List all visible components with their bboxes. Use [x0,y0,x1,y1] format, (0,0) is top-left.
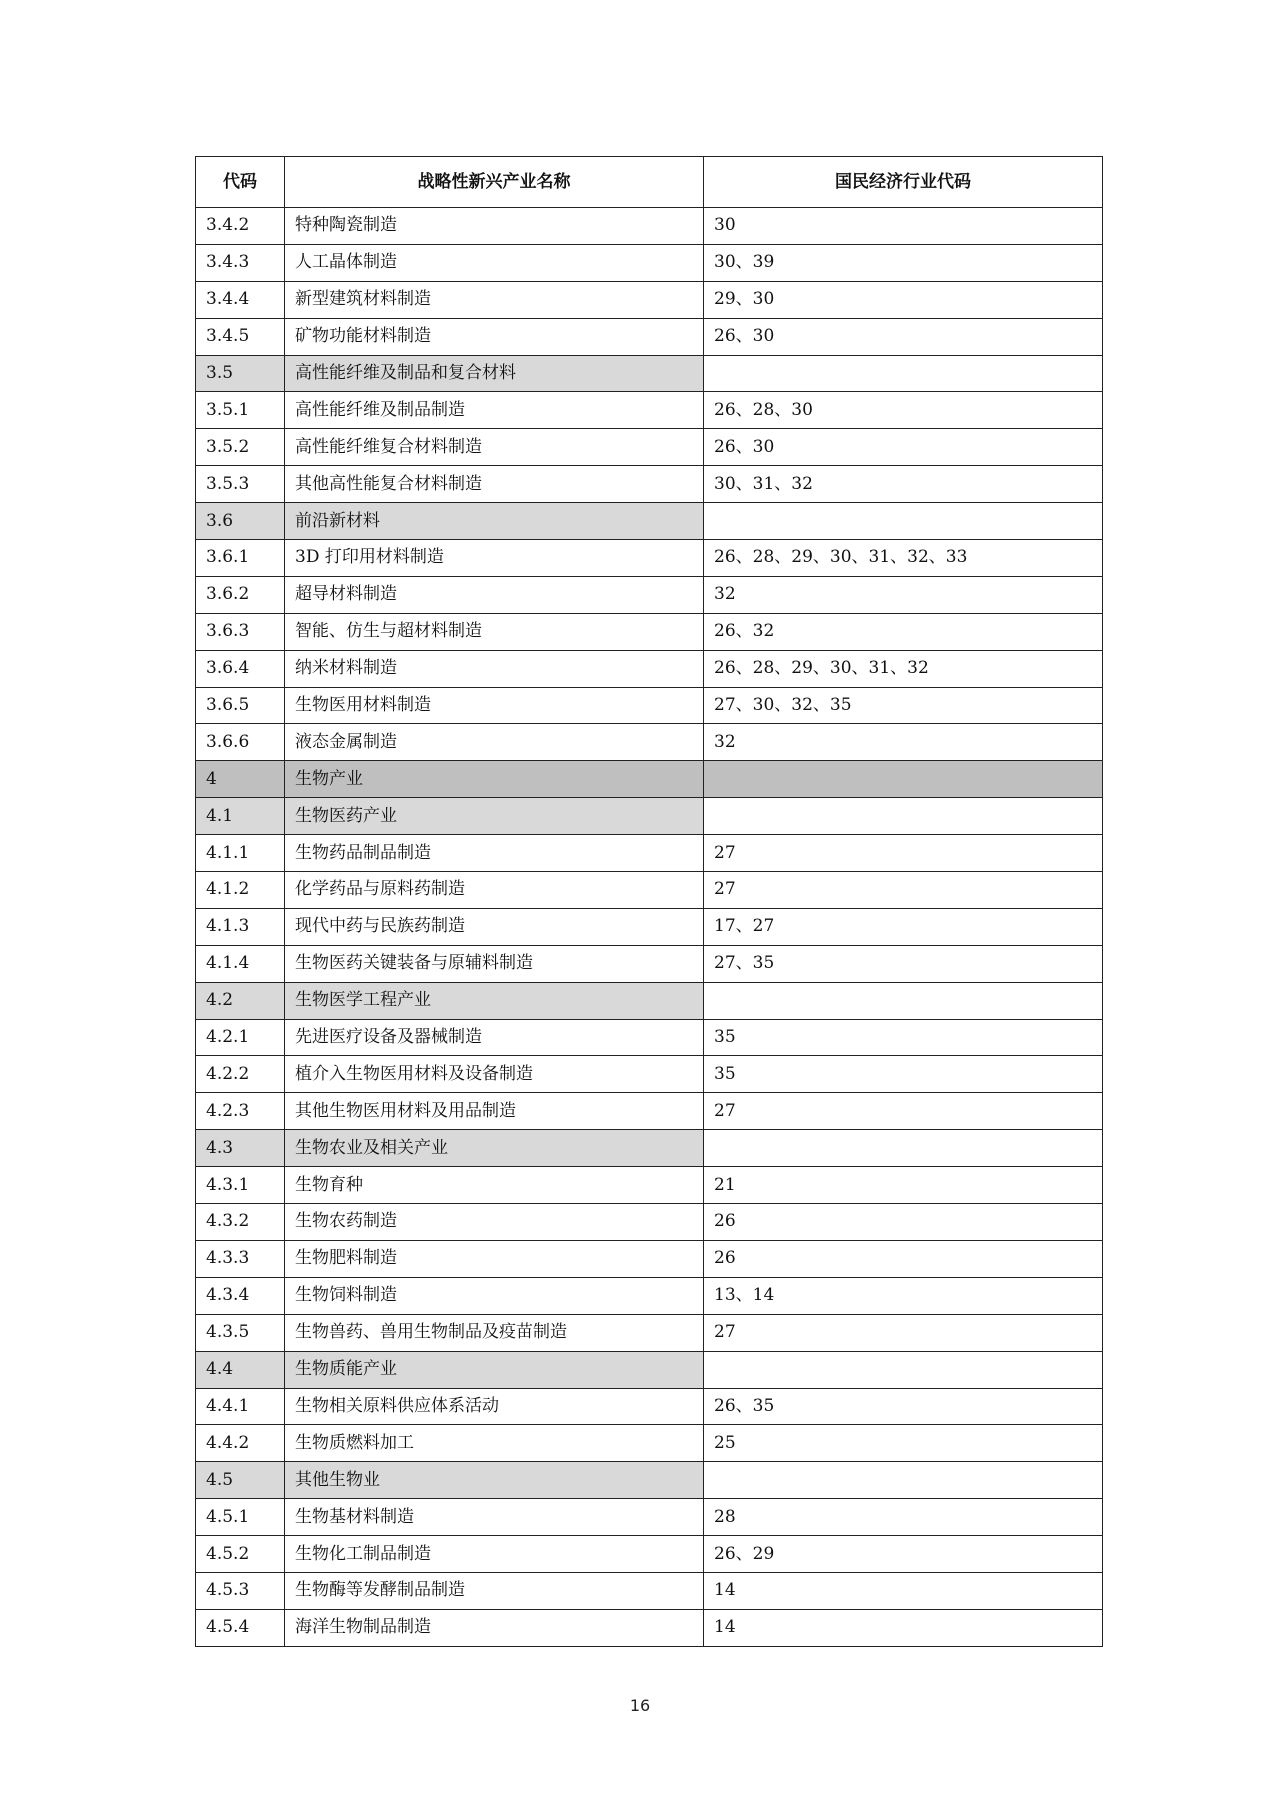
table-row [196,1536,1103,1573]
table-row [196,1204,1103,1241]
row-industry-code-cell: 26 [704,1204,1103,1241]
row-name-cell: 其他生物医用材料及用品制造 [285,1093,704,1130]
row-name-cell: 生物基材料制造 [285,1499,704,1536]
row-code-cell: 4.1.2 [196,872,285,909]
row-industry-code-cell [704,1351,1103,1388]
table-row [196,1314,1103,1351]
row-code-cell: 3.5 [196,355,285,392]
row-industry-code-cell: 32 [704,576,1103,613]
row-industry-code-cell: 26、29 [704,1536,1103,1573]
row-name-cell: 生物化工制品制造 [285,1536,704,1573]
row-code-cell: 4.3.2 [196,1204,285,1241]
row-industry-code-cell: 14 [704,1609,1103,1646]
row-industry-code-cell: 27、30、32、35 [704,687,1103,724]
row-industry-code-cell: 14 [704,1572,1103,1609]
table-row [196,429,1103,466]
row-code-cell: 4.2 [196,982,285,1019]
page-number: 16 [629,1696,651,1715]
table-row [196,835,1103,872]
row-code-cell: 3.6.4 [196,650,285,687]
row-name-cell: 植介入生物医用材料及设备制造 [285,1056,704,1093]
table-row [196,281,1103,318]
header-industry-name: 战略性新兴产业名称 [285,157,704,208]
row-industry-code-cell [704,355,1103,392]
header-code: 代码 [196,157,285,208]
table-row [196,1499,1103,1536]
row-code-cell: 4.5.4 [196,1609,285,1646]
row-code-cell: 3.5.1 [196,392,285,429]
row-code-cell: 4.3.1 [196,1167,285,1204]
row-industry-code-cell [704,761,1103,798]
row-industry-code-cell: 17、27 [704,908,1103,945]
row-name-cell: 生物产业 [285,761,704,798]
row-industry-code-cell [704,982,1103,1019]
row-name-cell: 液态金属制造 [285,724,704,761]
row-name-cell: 生物质能产业 [285,1351,704,1388]
row-name-cell: 智能、仿生与超材料制造 [285,613,704,650]
row-industry-code-cell: 30、39 [704,244,1103,281]
row-name-cell: 生物兽药、兽用生物制品及疫苗制造 [285,1314,704,1351]
row-industry-code-cell: 27 [704,872,1103,909]
row-code-cell: 4.2.2 [196,1056,285,1093]
row-industry-code-cell: 29、30 [704,281,1103,318]
table-row [196,540,1103,577]
row-name-cell: 先进医疗设备及器械制造 [285,1019,704,1056]
table-row [196,1167,1103,1204]
row-code-cell: 3.5.2 [196,429,285,466]
row-code-cell: 4.4.1 [196,1388,285,1425]
row-code-cell: 4.2.1 [196,1019,285,1056]
table-row [196,761,1103,798]
row-name-cell: 生物育种 [285,1167,704,1204]
row-name-cell: 3D 打印用材料制造 [285,540,704,577]
row-industry-code-cell: 35 [704,1019,1103,1056]
row-name-cell: 生物农业及相关产业 [285,1130,704,1167]
row-code-cell: 4.4.2 [196,1425,285,1462]
table-row [196,1093,1103,1130]
row-code-cell: 4.3 [196,1130,285,1167]
row-industry-code-cell: 26、30 [704,429,1103,466]
row-name-cell: 生物医药关键装备与原辅料制造 [285,945,704,982]
row-industry-code-cell: 25 [704,1425,1103,1462]
row-code-cell: 4.4 [196,1351,285,1388]
table-body [196,208,1103,1647]
row-name-cell: 生物酶等发酵制品制造 [285,1572,704,1609]
row-industry-code-cell: 27 [704,1093,1103,1130]
row-name-cell: 高性能纤维及制品和复合材料 [285,355,704,392]
table-row [196,1056,1103,1093]
table-row [196,208,1103,245]
table-row [196,318,1103,355]
row-code-cell: 3.5.3 [196,466,285,503]
row-name-cell: 特种陶瓷制造 [285,208,704,245]
row-name-cell: 生物相关原料供应体系活动 [285,1388,704,1425]
row-code-cell: 3.4.4 [196,281,285,318]
table-row [196,1240,1103,1277]
row-name-cell: 生物药品制品制造 [285,835,704,872]
table-row [196,687,1103,724]
table-row [196,1388,1103,1425]
table-row [196,872,1103,909]
row-industry-code-cell: 30、31、32 [704,466,1103,503]
row-code-cell: 4.5.2 [196,1536,285,1573]
row-code-cell: 4.1.1 [196,835,285,872]
row-industry-code-cell: 26、28、29、30、31、32 [704,650,1103,687]
row-name-cell: 其他高性能复合材料制造 [285,466,704,503]
row-industry-code-cell [704,1130,1103,1167]
table-row [196,1462,1103,1499]
row-industry-code-cell: 27 [704,1314,1103,1351]
row-code-cell: 4.1 [196,798,285,835]
row-code-cell: 3.6.2 [196,576,285,613]
table-row [196,724,1103,761]
row-name-cell: 生物农药制造 [285,1204,704,1241]
row-name-cell: 高性能纤维复合材料制造 [285,429,704,466]
row-code-cell: 3.4.5 [196,318,285,355]
row-industry-code-cell: 26、28、29、30、31、32、33 [704,540,1103,577]
row-code-cell: 3.6.3 [196,613,285,650]
row-code-cell: 4.1.3 [196,908,285,945]
row-name-cell: 生物质燃料加工 [285,1425,704,1462]
table-row [196,466,1103,503]
row-code-cell: 3.4.2 [196,208,285,245]
row-name-cell: 生物医学工程产业 [285,982,704,1019]
header-economic-code: 国民经济行业代码 [704,157,1103,208]
table-row [196,244,1103,281]
row-name-cell: 生物饲料制造 [285,1277,704,1314]
row-name-cell: 人工晶体制造 [285,244,704,281]
table-row [196,1351,1103,1388]
row-name-cell: 化学药品与原料药制造 [285,872,704,909]
industry-classification-table [195,156,1103,1647]
row-industry-code-cell: 27、35 [704,945,1103,982]
row-code-cell: 3.6 [196,503,285,540]
row-code-cell: 4.5.1 [196,1499,285,1536]
row-industry-code-cell: 13、14 [704,1277,1103,1314]
table-row [196,1019,1103,1056]
row-industry-code-cell: 30 [704,208,1103,245]
row-name-cell: 超导材料制造 [285,576,704,613]
table-row [196,650,1103,687]
table-row [196,908,1103,945]
row-name-cell: 新型建筑材料制造 [285,281,704,318]
row-industry-code-cell [704,798,1103,835]
table-row [196,1572,1103,1609]
row-industry-code-cell: 26、35 [704,1388,1103,1425]
row-industry-code-cell: 27 [704,835,1103,872]
row-industry-code-cell: 35 [704,1056,1103,1093]
table-row [196,945,1103,982]
row-industry-code-cell: 32 [704,724,1103,761]
table-header-row [196,157,1103,208]
row-industry-code-cell: 26、28、30 [704,392,1103,429]
row-code-cell: 3.4.3 [196,244,285,281]
table-row [196,392,1103,429]
table-row [196,798,1103,835]
row-name-cell: 生物医用材料制造 [285,687,704,724]
row-code-cell: 4.3.4 [196,1277,285,1314]
row-code-cell: 4.5.3 [196,1572,285,1609]
row-code-cell: 4.3.5 [196,1314,285,1351]
row-code-cell: 3.6.6 [196,724,285,761]
table-row [196,576,1103,613]
row-code-cell: 4.3.3 [196,1240,285,1277]
row-code-cell: 3.6.5 [196,687,285,724]
table-row [196,1425,1103,1462]
row-name-cell: 前沿新材料 [285,503,704,540]
row-industry-code-cell: 28 [704,1499,1103,1536]
row-name-cell: 纳米材料制造 [285,650,704,687]
table-row [196,1130,1103,1167]
table-row [196,613,1103,650]
table-row [196,982,1103,1019]
row-industry-code-cell: 26 [704,1240,1103,1277]
row-name-cell: 现代中药与民族药制造 [285,908,704,945]
row-name-cell: 生物肥料制造 [285,1240,704,1277]
row-code-cell: 4 [196,761,285,798]
row-code-cell: 4.2.3 [196,1093,285,1130]
row-industry-code-cell: 26、32 [704,613,1103,650]
row-industry-code-cell: 26、30 [704,318,1103,355]
table-row [196,503,1103,540]
row-name-cell: 矿物功能材料制造 [285,318,704,355]
row-industry-code-cell [704,1462,1103,1499]
row-name-cell: 高性能纤维及制品制造 [285,392,704,429]
row-industry-code-cell [704,503,1103,540]
row-name-cell: 海洋生物制品制造 [285,1609,704,1646]
row-code-cell: 4.1.4 [196,945,285,982]
table-row [196,1277,1103,1314]
row-code-cell: 4.5 [196,1462,285,1499]
row-code-cell: 3.6.1 [196,540,285,577]
table-row [196,1609,1103,1646]
row-name-cell: 生物医药产业 [285,798,704,835]
table-row [196,355,1103,392]
row-name-cell: 其他生物业 [285,1462,704,1499]
row-industry-code-cell: 21 [704,1167,1103,1204]
